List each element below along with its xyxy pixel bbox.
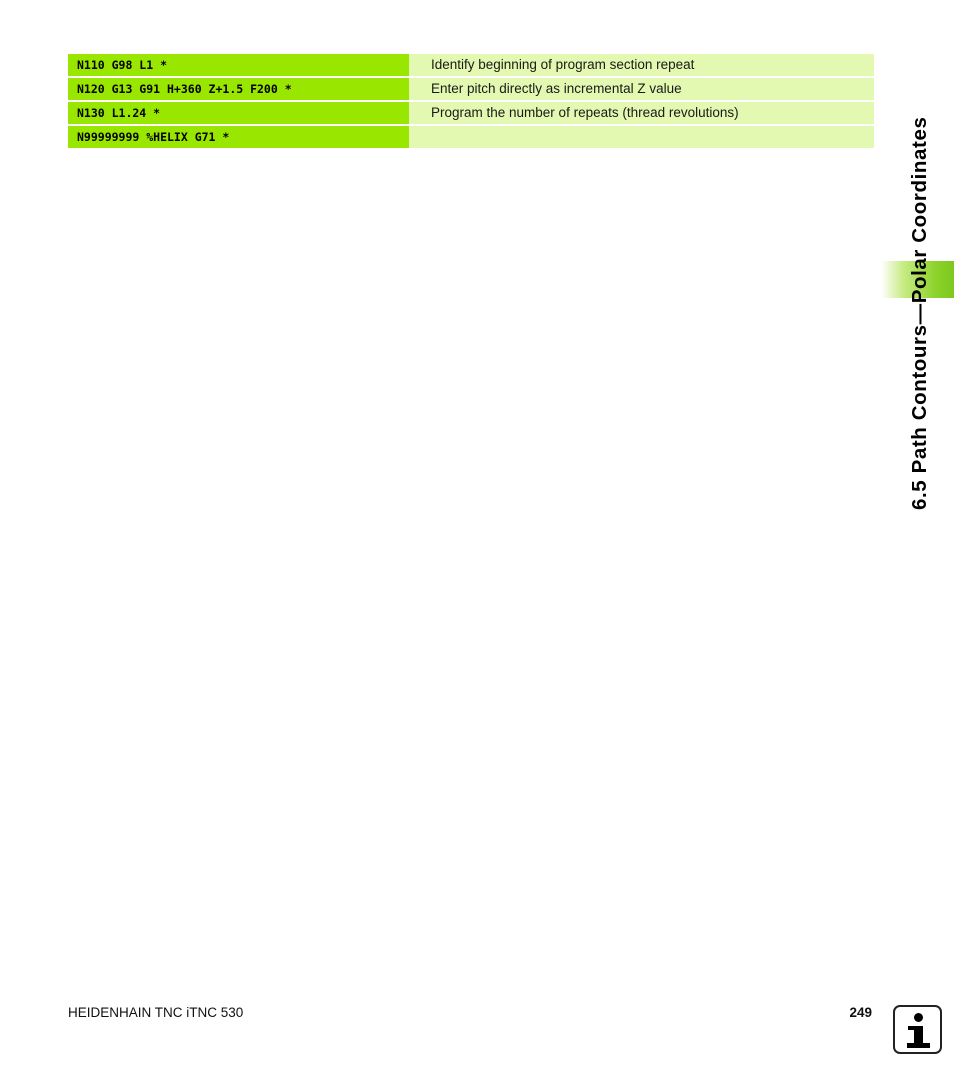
program-description: Program the number of repeats (thread revolutions) (409, 102, 874, 124)
footer-product-name: HEIDENHAIN TNC iTNC 530 (68, 1005, 244, 1020)
program-code: N120 G13 G91 H+360 Z+1.5 F200 * (68, 78, 409, 100)
info-icon (893, 1005, 942, 1054)
program-table (68, 54, 874, 150)
program-description: Identify beginning of program section repeat (409, 54, 874, 76)
program-code: N130 L1.24 * (68, 102, 409, 124)
program-description: Enter pitch directly as incremental Z value (409, 78, 874, 100)
program-row (68, 78, 874, 100)
program-row (68, 54, 874, 76)
program-description (409, 126, 874, 148)
chapter-title: 6.5 Path Contours—Polar Coordinates (908, 116, 931, 510)
program-code: N99999999 %HELIX G71 * (68, 126, 409, 148)
program-row (68, 126, 874, 148)
info-icon-serif-bottom (907, 1043, 930, 1048)
page-number: 249 (849, 1005, 872, 1020)
info-icon-dot (914, 1013, 923, 1022)
program-row (68, 102, 874, 124)
program-code: N110 G98 L1 * (68, 54, 409, 76)
